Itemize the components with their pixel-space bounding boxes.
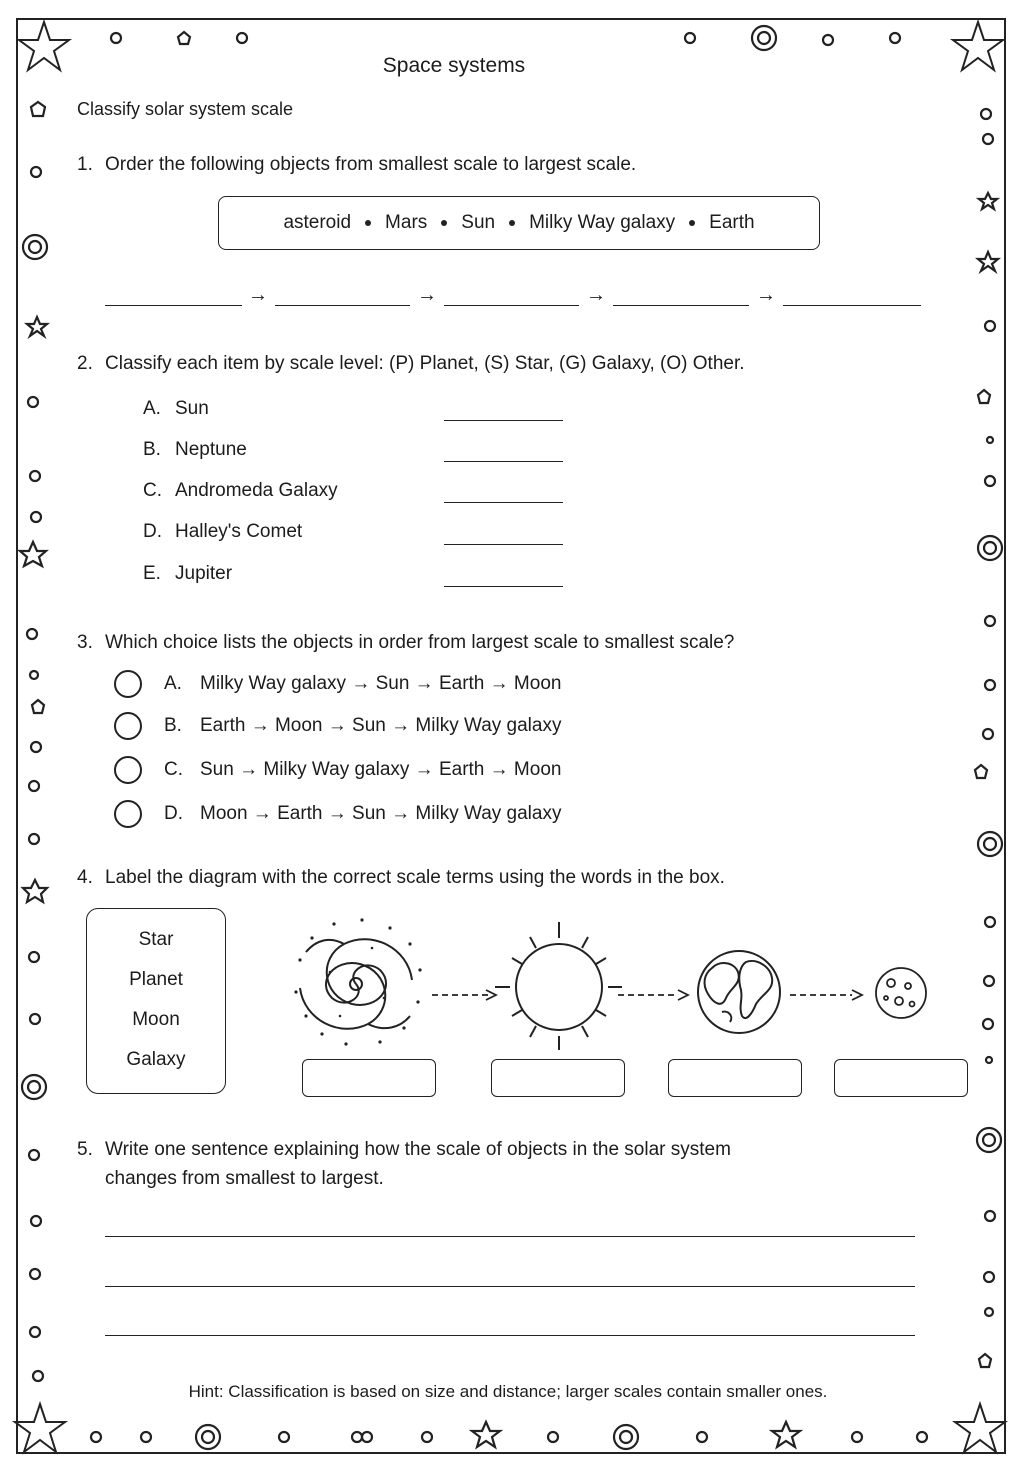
label-box-earth[interactable] (668, 1059, 802, 1097)
term-galaxy: Galaxy (126, 1049, 186, 1070)
word-bank-item: Sun (461, 212, 496, 233)
term-planet: Planet (129, 969, 183, 990)
word-bank-item: Milky Way galaxy (529, 212, 676, 233)
answer-blank[interactable] (444, 586, 563, 587)
question-number: 5. (77, 1139, 93, 1160)
item-text: Andromeda Galaxy (175, 480, 338, 501)
item-text: Neptune (175, 439, 247, 460)
item-letter: A. (143, 398, 161, 419)
classify-item (143, 480, 338, 502)
answer-blank[interactable] (275, 305, 410, 306)
question-1 (77, 154, 636, 176)
item-letter: D. (143, 521, 162, 542)
writing-line[interactable] (105, 1335, 915, 1336)
question-4 (77, 867, 725, 889)
worksheet-title: Space systems (382, 54, 526, 77)
choice-b[interactable] (114, 712, 561, 740)
bullet-icon (689, 220, 695, 226)
word-bank-item: Mars (385, 212, 428, 233)
classify-item (143, 398, 209, 420)
bullet-icon (365, 220, 371, 226)
label-box-moon[interactable] (834, 1059, 968, 1097)
question-2 (77, 353, 745, 375)
question-prompt: Write one sentence explaining how the scale of objects in the solar system (105, 1139, 731, 1160)
arrow-right-icon: → (586, 284, 606, 306)
hint-text: Hint: Classification is based on size and distance; larger scales contain smaller ones. (188, 1382, 828, 1401)
question-number: 3. (77, 632, 93, 653)
radio-button[interactable] (114, 670, 142, 698)
classify-item (143, 439, 247, 461)
arrow-right-icon: → (417, 284, 437, 306)
choice-c[interactable] (114, 756, 561, 784)
question-prompt: Order the following objects from smallest scale to largest scale. (105, 154, 637, 175)
question-number: 4. (77, 867, 93, 888)
answer-blank[interactable] (444, 544, 563, 545)
bullet-icon (441, 220, 447, 226)
answer-blank[interactable] (444, 305, 579, 306)
choice-letter: D. (164, 803, 183, 824)
question-number: 2. (77, 353, 93, 374)
choice-text: Sun → Milky Way galaxy → Earth → Moon (200, 759, 562, 780)
classify-item (143, 563, 232, 585)
radio-button[interactable] (114, 756, 142, 784)
word-bank (218, 196, 820, 250)
choice-text: Earth → Moon → Sun → Milky Way galaxy (200, 715, 562, 736)
bullet-icon (509, 220, 515, 226)
question-5-continued: changes from smallest to largest. (105, 1168, 384, 1189)
arrow-right-icon: → (756, 284, 776, 306)
item-text: Sun (175, 398, 209, 419)
question-3 (77, 632, 734, 654)
answer-blank[interactable] (444, 420, 563, 421)
question-prompt: Classify each item by scale level: (P) Planet, (S) Star, (G) Galaxy, (O) Other. (105, 353, 745, 374)
term-box (86, 908, 226, 1094)
writing-line[interactable] (105, 1236, 915, 1237)
word-bank-item: asteroid (283, 212, 352, 233)
word-bank-item: Earth (709, 212, 755, 233)
answer-blank[interactable] (444, 502, 563, 503)
answer-blank[interactable] (444, 461, 563, 462)
worksheet-subtitle: Classify solar system scale (77, 99, 294, 119)
choice-text: Milky Way galaxy → Sun → Earth → Moon (200, 673, 562, 694)
label-box-sun[interactable] (491, 1059, 625, 1097)
answer-blank[interactable] (783, 305, 921, 306)
question-number: 1. (77, 154, 93, 175)
item-letter: E. (143, 563, 161, 584)
question-5 (77, 1139, 731, 1161)
item-text: Halley's Comet (175, 521, 303, 542)
label-box-galaxy[interactable] (302, 1059, 436, 1097)
choice-text: Moon → Earth → Sun → Milky Way galaxy (200, 803, 562, 824)
term-moon: Moon (132, 1009, 180, 1030)
term-star: Star (138, 929, 174, 950)
classify-item (143, 521, 302, 543)
writing-line[interactable] (105, 1286, 915, 1287)
choice-a[interactable] (114, 670, 561, 698)
choice-d[interactable] (114, 800, 561, 828)
radio-button[interactable] (114, 800, 142, 828)
answer-blank[interactable] (613, 305, 749, 306)
choice-letter: A. (164, 673, 182, 694)
question-prompt: Which choice lists the objects in order from largest scale to smallest scale? (105, 632, 735, 653)
answer-blank[interactable] (105, 305, 242, 306)
item-letter: B. (143, 439, 161, 460)
radio-button[interactable] (114, 712, 142, 740)
choice-letter: C. (164, 759, 183, 780)
item-letter: C. (143, 480, 162, 501)
choice-letter: B. (164, 715, 182, 736)
item-text: Jupiter (175, 563, 233, 584)
arrow-right-icon: → (248, 284, 268, 306)
question-prompt: Label the diagram with the correct scale terms using the words in the box. (105, 867, 725, 888)
